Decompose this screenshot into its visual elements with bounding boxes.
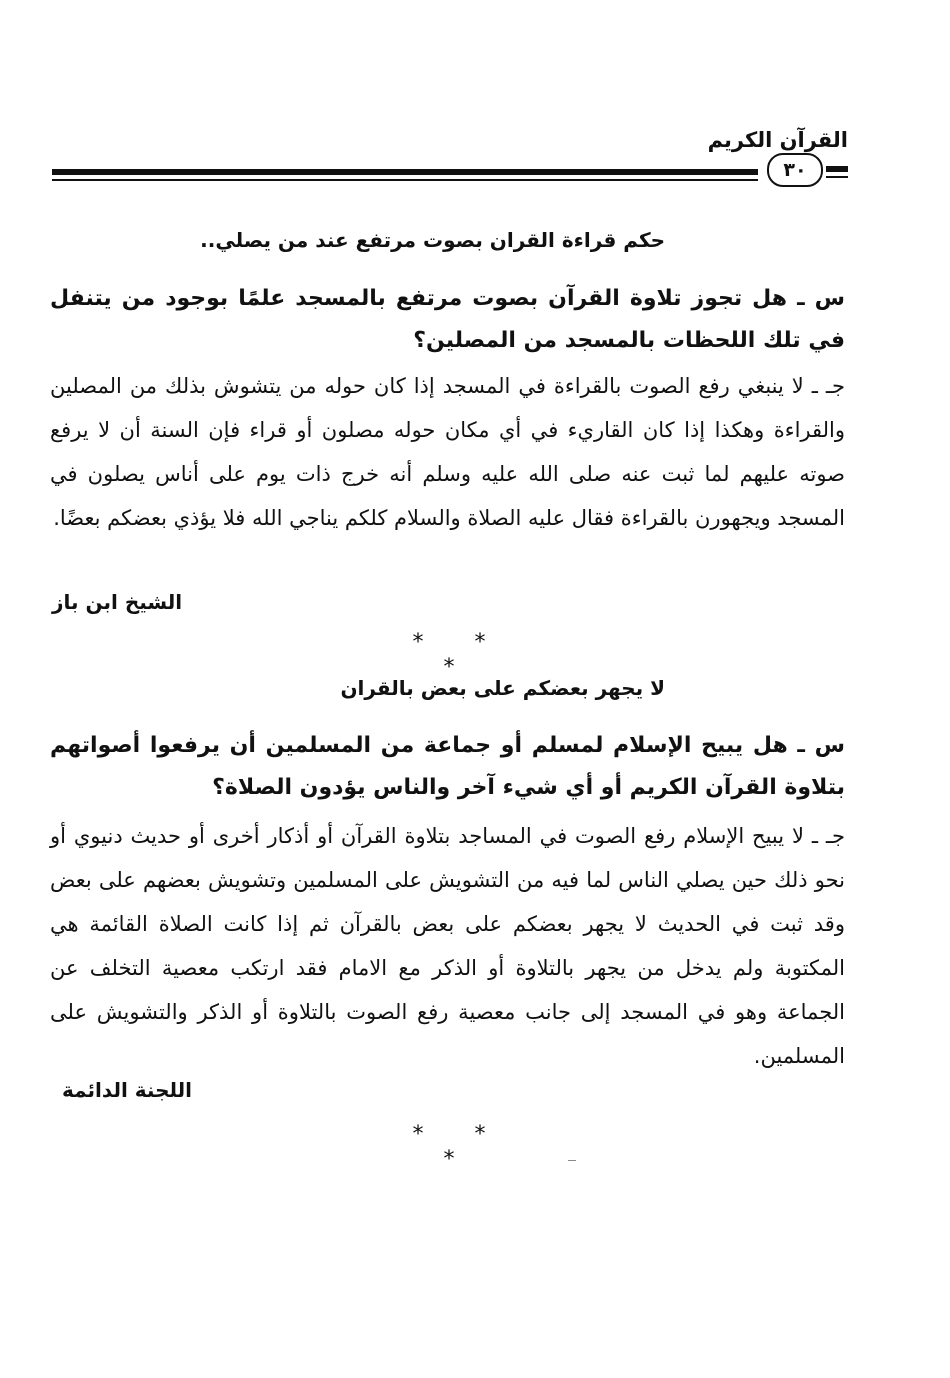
- header-rule-ornament-thin: [826, 176, 848, 178]
- answer-text: جـ ـ لا يبيح الإسلام رفع الصوت في المساجد بتلاوة القرآن أو أذكار أخرى أو حديث دنيوي أو نحو ذلك حين يصلي الناس لما فيه من التشويش على المسلمين وتشويش بعضهم على بعض وقد ثبت في الحديث لا يجهر بعضكم على بعض بالقرآن ثم إذا كانت الصلاة القائمة هي المكتوبة ولم يدخل من يجهر بالتلاوة أو الذكر مع الامام فقد ارتكب معصية التخلف عن الجماعة وهو في المسجد إلى جانب معصية رفع الصوت بالتلاوة أو الذكر والتشويش على المسلمين.: [50, 824, 845, 1068]
- header-rule-ornament: [826, 166, 848, 172]
- answer-signature: اللجنة الدائمة: [62, 1078, 193, 1102]
- header-rule-thin: [52, 179, 758, 181]
- stray-mark: [568, 1160, 576, 1161]
- answer-text: جـ ـ لا ينبغي رفع الصوت بالقراءة في المسجد إذا كان حوله من يتشوش بذلك من المصلين والقراءة وهكذا إذا كان القاريء في أي مكان حوله مصلون أو قراء فإن السنة أن لا يرفع صوته عليهم لما ثبت عنه صلى الله عليه وسلم أنه خرج ذات يوم على أناس يصلون في المسجد ويجهورن بالقراءة فقال عليه الصلاة والسلام كلكم يناجي الله فلا يؤذي بعضكم بعضًا.: [50, 374, 845, 530]
- answer-signature: الشيخ ابن باز: [52, 590, 183, 614]
- question-text: س ـ هل يبيح الإسلام لمسلم أو جماعة من المسلمين أن يرفعوا أصواتهم بتلاوة القرآن الكريم أو أي شيء آخر والناس يؤدون الصلاة؟: [50, 733, 845, 800]
- header-rule: [52, 169, 758, 175]
- section-heading: حكم قراءة القران بصوت مرتفع عند من يصلي..: [200, 228, 665, 252]
- section-separator: * * *: [412, 630, 508, 680]
- book-title: القرآن الكريم: [707, 128, 848, 152]
- page-header: [52, 128, 848, 188]
- page-number: ٣٠: [767, 153, 823, 187]
- section-heading: لا يجهر بعضكم على بعض بالقران: [340, 676, 665, 700]
- question-text: س ـ هل تجوز تلاوة القرآن بصوت مرتفع بالمسجد علمًا بوجود من يتنفل في تلك اللحظات بالمسجد من المصلين؟: [50, 286, 845, 353]
- section-separator: * * *: [412, 1122, 508, 1172]
